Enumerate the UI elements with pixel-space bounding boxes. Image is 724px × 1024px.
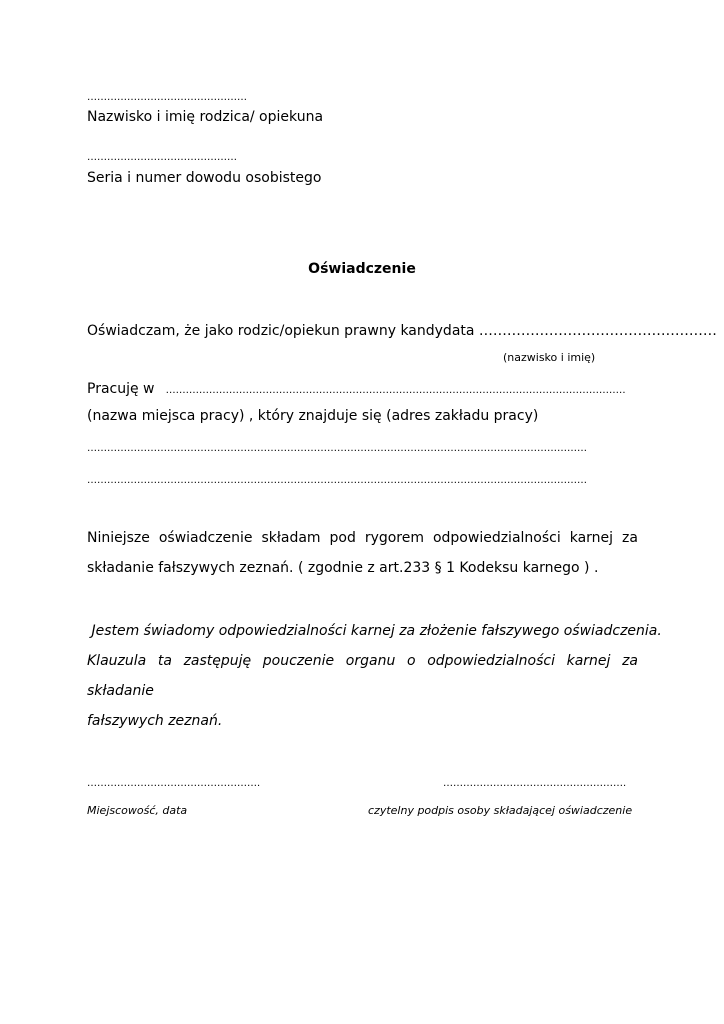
liability-word: za	[621, 530, 638, 546]
clause-line-3: fałszywych zeznań.	[87, 713, 223, 729]
liability-word: pod	[329, 530, 356, 546]
parent-name-label: Nazwisko i imię rodzica/ opiekuna	[87, 109, 324, 125]
parent-name-dotted-line: …………………………………………	[87, 92, 247, 103]
id-number-dotted-line: ………………………………………	[87, 152, 237, 163]
address-dotted-line-2: ……………………………………………………………………………………………………………………………………	[87, 475, 587, 486]
liability-line-2: składanie fałszywych zeznań. ( zgodnie z art.233 § 1 Kodeksu karnego ) .	[87, 560, 599, 576]
clause-paragraph	[87, 616, 662, 736]
work-line	[87, 378, 626, 397]
liability-line-1	[87, 523, 638, 553]
liability-paragraph	[87, 523, 638, 583]
liability-word: Niniejsze	[87, 530, 150, 546]
clause-line-1: Jestem świadomy odpowiedzialności karnej za złożenie fałszywego oświadczenia.	[87, 623, 662, 639]
work-prefix: Pracuję w	[87, 381, 155, 397]
clause-line-2: Klauzula ta zastępuję pouczenie organu o odpowiedzialności karnej za składanie	[87, 653, 638, 699]
liability-word: odpowiedzialności	[432, 530, 561, 546]
liability-word: karnej	[569, 530, 614, 546]
workplace-dotted-line: …………………………………………………………………………………………………………………………	[165, 385, 626, 396]
place-date-dotted-line: …………………………………………….	[87, 778, 261, 789]
liability-word: oświadczenie	[158, 530, 253, 546]
liability-word: rygorem	[364, 530, 425, 546]
name-hint: (nazwisko i imię)	[503, 351, 596, 364]
address-dotted-line-1: ……………………………………………………………………………………………………………………………………	[87, 443, 587, 454]
workplace-hint: (nazwa miejsca pracy) , który znajduje się (adres zakładu pracy)	[87, 408, 539, 424]
id-number-label: Seria i numer dowodu osobistego	[87, 170, 322, 186]
place-date-label: Miejscowość, data	[87, 804, 188, 817]
document-title: Oświadczenie	[308, 261, 416, 277]
signature-dotted-line: ……………………………………………….	[443, 778, 627, 789]
signature-label: czytelny podpis osoby składającej oświadczenie	[368, 804, 633, 817]
liability-word: składam	[261, 530, 321, 546]
declaration-line: Oświadczam, że jako rodzic/opiekun prawny kandydata ……………………………………………	[87, 323, 717, 339]
